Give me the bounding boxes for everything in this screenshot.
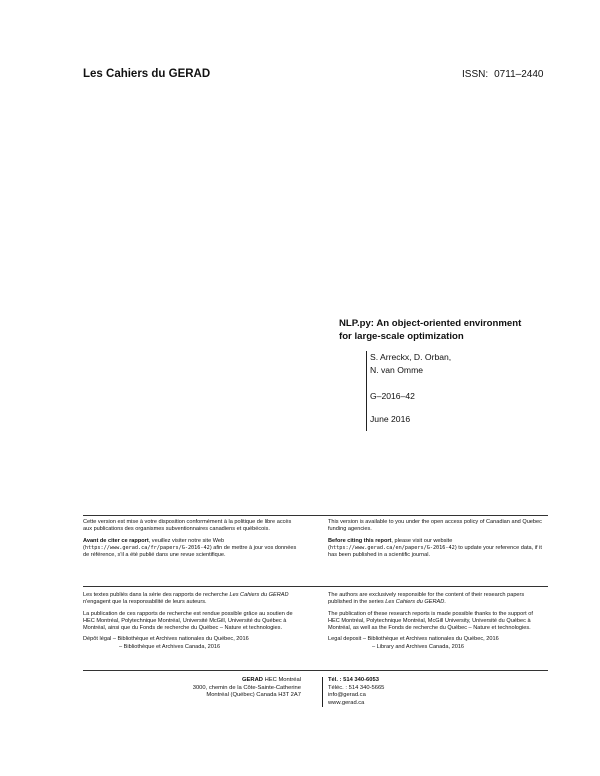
legal-fr-1: Dépôt légal – Bibliothèque et Archives nationales du Québec, 2016 (83, 636, 249, 643)
issn-value: 0711–2440 (494, 69, 544, 80)
footer-address (160, 677, 301, 700)
paper-title-line2: for large-scale optimization (339, 330, 464, 342)
cite-fr (83, 538, 297, 560)
cite-en (328, 538, 542, 560)
legal-en-2: – Library and Archives Canada, 2016 (372, 643, 465, 650)
footer-org-rest: HEC Montréal (262, 677, 301, 683)
notice-fr-legal (83, 592, 297, 651)
report-number: G–2016–42 (370, 391, 415, 401)
notice-fr-access (83, 519, 297, 563)
responsibility-fr-post: n'engagent que la responsabilité de leurs auteurs. (83, 599, 207, 606)
paper-info (366, 351, 451, 431)
cite-en-link[interactable]: https://www.gerad.ca/en/papers/G-2016-42 (329, 544, 455, 551)
cite-en-text1: , please visit our website ( (328, 537, 453, 551)
footer-org-bold: GERAD (242, 677, 263, 683)
footer-address2: Montréal (Québec) Canada H3T 2A7 (206, 692, 301, 699)
notice-en-legal (328, 592, 542, 651)
availability-fr: Cette version est mise à votre disposition conformément à la politique de libre accès aux publications des organismes subventionnaires canadiens et québécois. (83, 519, 292, 533)
footer-fax: Téléc. : 514 340-5665 (328, 684, 385, 691)
info-spacer (370, 425, 451, 431)
responsibility-fr (83, 592, 297, 607)
issn (462, 69, 543, 80)
paper-title (339, 318, 549, 343)
footer-tel: Tél. : 514 340-6053 (328, 677, 379, 683)
cite-en-text2: ) to update your reference data, if it has been published in a scientific journal. (328, 544, 542, 559)
authors-line1: S. Arreckx, D. Orban, (370, 352, 452, 362)
footer-web[interactable]: www.gerad.ca (328, 699, 365, 706)
responsibility-fr-series: Les Cahiers du GERAD (229, 592, 289, 598)
availability-en: This version is available to you under the open access policy of Canadian and Quebec funding agencies. (328, 519, 542, 533)
series-title: Les Cahiers du GERAD (83, 68, 211, 80)
responsibility-fr-pre: Les textes publiés dans la série des rapports de recherche (83, 592, 230, 598)
authors-line2: N. van Omme (370, 364, 424, 375)
cite-fr-link[interactable]: https://www.gerad.ca/fr/papers/G-2016-42 (84, 544, 210, 551)
footer-contact (322, 677, 384, 707)
notice-en-access (328, 519, 542, 563)
funding-en: The publication of these research reports is made possible thanks to the support of HEC Montréal, Polytechnique Montréal, McGill University, Université du Québec à Montréal, as well as the Fonds de recherche du Québec – Nature et technologies. (328, 610, 533, 632)
footer-address1: 3000, chemin de la Côte-Sainte-Catherine (192, 684, 301, 691)
issn-label: ISSN: (462, 69, 489, 80)
responsibility-en-pre: The authors are exclusively responsible for the content of their research papers published in the series (328, 592, 525, 606)
footer-org (160, 677, 301, 685)
responsibility-en-series: Les Cahiers du GERAD (385, 599, 445, 606)
cite-fr-text2: ) afin de mettre à jour vos données de référence, s'il a été publié dans une revue scientifique. (83, 544, 297, 559)
legal-fr-2: – Bibliothèque et Archives Canada, 2016 (119, 643, 221, 650)
cite-fr-bold: Avant de citer ce rapport (83, 537, 149, 544)
report-date: June 2016 (370, 413, 411, 424)
divider-top (83, 515, 548, 516)
divider-middle (83, 586, 548, 587)
responsibility-en (328, 592, 542, 607)
responsibility-en-post: . (444, 599, 446, 606)
divider-bottom (83, 670, 548, 671)
footer-email[interactable]: info@gerad.ca (328, 692, 366, 699)
paper-title-line1: NLP.py: An object-oriented environment (339, 318, 522, 329)
cite-fr-text1: , veuillez visiter notre site Web ( (83, 537, 225, 551)
legal-en-1: Legal deposit – Bibliothèque et Archives nationales du Québec, 2016 (328, 636, 499, 643)
funding-fr: La publication de ces rapports de recherche est rendue possible grâce au soutien de HEC Montréal, Polytechnique Montréal, Université McGill, Université du Québec à Montréal, ainsi que du Fonds de recherche du Québec – Nature et technologies. (83, 610, 293, 632)
cite-en-bold: Before citing this report (328, 537, 392, 544)
